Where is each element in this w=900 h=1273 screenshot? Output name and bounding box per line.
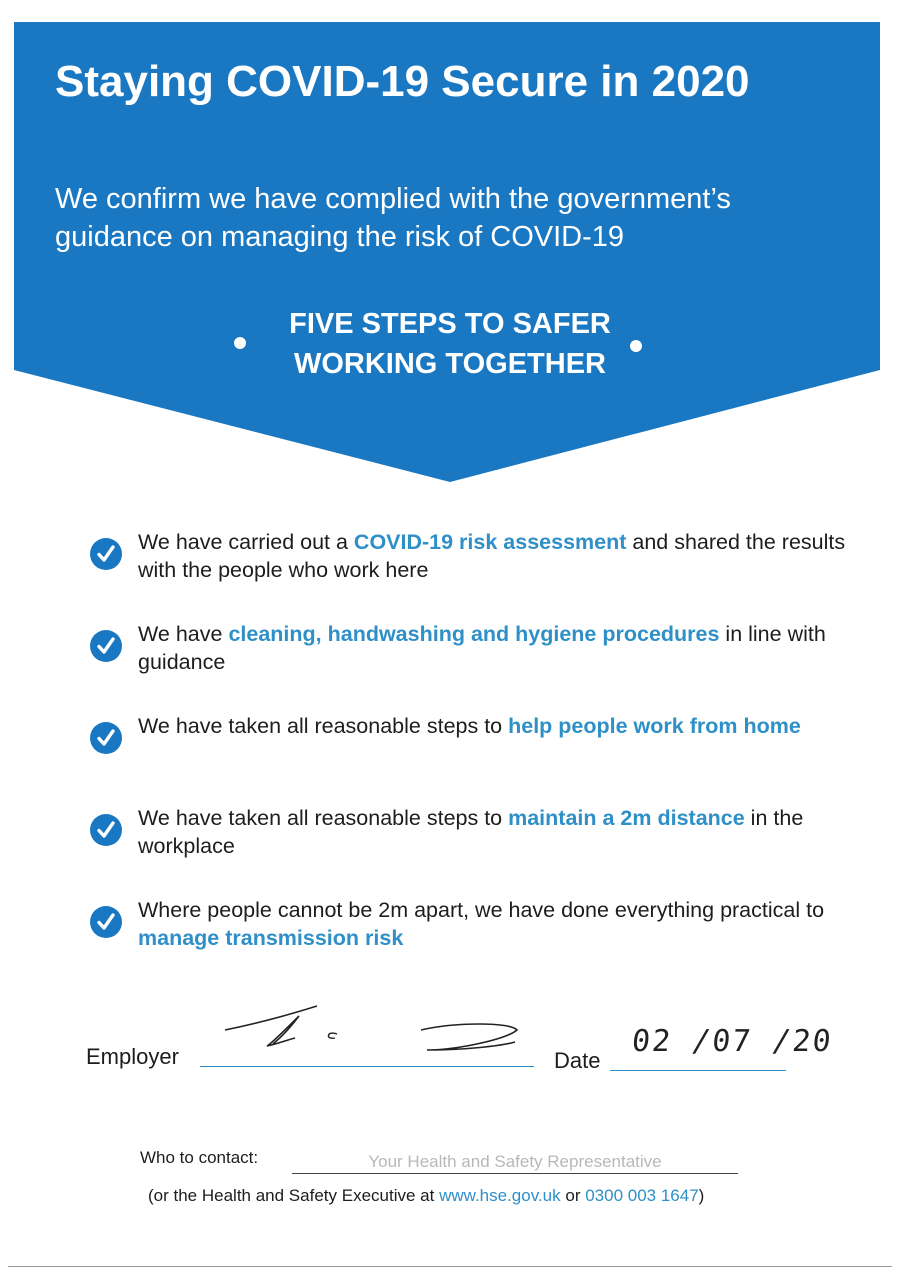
checklist-highlight: COVID-19 risk assessment — [353, 530, 627, 554]
contact-alt-suffix: ) — [698, 1186, 705, 1205]
checklist-item-transmission — [90, 896, 850, 988]
employer-signature-line[interactable] — [200, 1066, 534, 1067]
employer-label: Employer — [86, 1044, 179, 1069]
contact-field[interactable]: Your Health and Safety Representative — [292, 1152, 738, 1174]
contact-alt-middle: or — [560, 1186, 586, 1205]
checklist-item-distance — [90, 804, 850, 896]
check-circle-icon — [90, 906, 122, 938]
checklist-text-before: We have taken all reasonable steps to — [138, 806, 509, 830]
checklist-text-before: Where people cannot be 2m apart, we have done everything practical to — [138, 898, 825, 922]
hse-website-link[interactable]: www.hse.gov.uk — [439, 1186, 561, 1205]
checklist-text-before: We have taken all reasonable steps to — [138, 714, 509, 738]
date-line[interactable] — [610, 1070, 786, 1071]
five-steps-line-2: WORKING TOGETHER — [293, 348, 607, 380]
check-circle-icon — [90, 814, 122, 846]
hse-phone-link[interactable]: 0300 003 1647 — [585, 1186, 699, 1205]
checklist-item-hygiene — [90, 620, 850, 712]
checklist-item-work-from-home — [90, 712, 850, 804]
page-title: Staying COVID-19 Secure in 2020 — [55, 57, 750, 106]
employer-signature-icon — [215, 1000, 535, 1062]
checklist-highlight: cleaning, handwashing and hygiene procedures — [228, 622, 720, 646]
checklist-text-after: in the workplace — [138, 806, 804, 858]
checklist-highlight: help people work from home — [508, 714, 801, 738]
date-label: Date — [554, 1048, 601, 1073]
check-circle-icon — [90, 630, 122, 662]
checklist-text-before: We have — [138, 622, 229, 646]
contact-line — [140, 1148, 780, 1178]
checklist-highlight: maintain a 2m distance — [508, 806, 745, 830]
check-circle-icon — [90, 538, 122, 570]
contact-alternative — [148, 1186, 780, 1206]
handwritten-date: 02 /07 /20 — [630, 1024, 835, 1059]
bullet-dot-right-icon — [630, 340, 642, 352]
checklist-text-before: We have carried out a — [138, 530, 354, 554]
checklist-text-after: in line with guidance — [138, 622, 826, 674]
contact-label: Who to contact: — [140, 1148, 259, 1167]
five-steps-line-1: FIVE STEPS TO SAFER — [289, 308, 611, 340]
contact-section — [140, 1148, 780, 1206]
contact-alt-prefix: (or the Health and Safety Executive at — [148, 1186, 440, 1205]
checklist-text-after: and shared the results with the people who work here — [138, 530, 846, 582]
signoff-section — [0, 1000, 900, 1090]
page-subtitle: We confirm we have complied with the government’s guidance on managing the risk of COVID-19 — [55, 183, 731, 253]
checklist-highlight: manage transmission risk — [138, 926, 404, 950]
five-steps-heading — [230, 304, 670, 384]
checklist-item-risk-assessment — [90, 528, 850, 620]
check-circle-icon — [90, 722, 122, 754]
page-bottom-divider — [8, 1266, 892, 1267]
checklist — [90, 528, 850, 988]
